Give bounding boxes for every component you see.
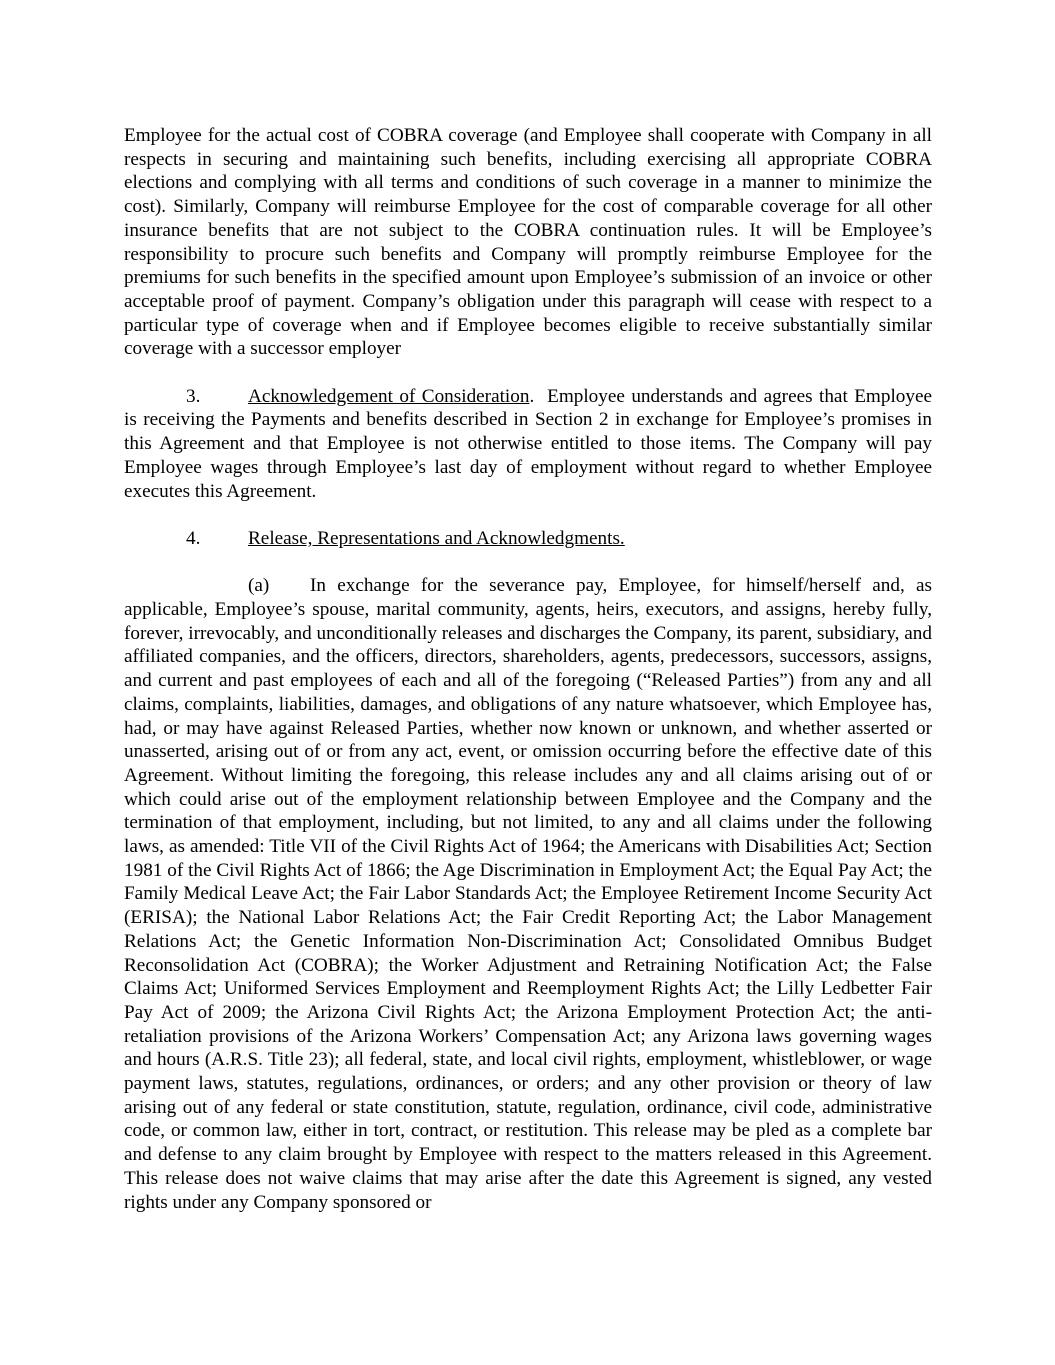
section-4a-paragraph — [124, 574, 932, 1214]
section-4-heading: Release, Representations and Acknowledgments. — [248, 527, 625, 549]
document-page — [124, 124, 937, 1214]
cobra-paragraph — [124, 124, 932, 361]
paragraph-spacer — [124, 361, 932, 385]
section-4-heading-line — [124, 527, 932, 551]
section-4-number: 4. — [186, 527, 201, 549]
section-3-body: Employee understands and agrees that Employee is receiving the Payments and benefits described in Section 2 in exchange for Employee’s promises in this Agreement and that Employee is not otherwise entitled to those items. The Company will pay Employee wages through Employee’s last day of employment without regard to whether Employee executes this Agreement. — [124, 385, 937, 502]
paragraph-spacer — [124, 551, 932, 575]
section-3-paragraph — [124, 385, 937, 504]
section-3-number: 3. — [186, 385, 201, 407]
cobra-paragraph-text: Employee for the actual cost of COBRA coverage (and Employee shall cooperate with Company in all respects in securing and maintaining such benefits, including exercising all appropriate COBRA elections and complying with all terms and conditions of such coverage in a manner to minimize the cost). Similarly, Company will reimburse Employee for the cost of comparable coverage for all other insurance benefits that are not subject to the COBRA continuation rules. It will be Employee’s responsibility to procure such benefits and Company will promptly reimburse Employee for the premiums for such benefits in the specified amount upon Employee’s submission of an invoice or other acceptable proof of payment. Company’s obligation under this paragraph will cease with respect to a particular type of coverage when and if Employee becomes eligible to receive substantially similar coverage with a successor employer — [124, 125, 932, 360]
section-4a-body: In exchange for the severance pay, Employee, for himself/herself and, as applicable, Employee’s spouse, marital community, agents, heirs, executors, and assigns, hereby fully, forever, irrevocably, and unconditionally releases and discharges the Company, its parent, subsidiary, and affiliated companies, and the officers, directors, shareholders, agents, predecessors, successors, assigns, and current and past employees of each and all of the foregoing (“Released Parties”) from any and all claims, complaints, liabilities, damages, and obligations of any nature whatsoever, which Employee has, had, or may have against Released Parties, whether now known or unknown, and whether asserted or unasserted, arising out of or from any act, event, or omission occurring before the effective date of this Agreement. Without limiting the foregoing, this release includes any and all claims arising out of or which could arise out of the employment relationship between Employee and the Company and the termination of that employment, including, but not limited, to any and all claims under the following laws, as amended: Title VII of the Civil Rights Act of 1964; the Americans with Disabilities Act; Section 1981 of the Civil Rights Act of 1866; the Age Discrimination in Employment Act; the Equal Pay Act; the Family Medical Leave Act; the Fair Labor Standards Act; the Employee Retirement Income Security Act (ERISA); the National Labor Relations Act; the Fair Credit Reporting Act; the Labor Management Relations Act; the Genetic Information Non-Discrimination Act; Consolidated Omnibus Budget Reconsolidation Act (COBRA); the Worker Adjustment and Retraining Notification Act; the False Claims Act; Uniformed Services Employment and Reemployment Rights Act; the Lilly Ledbetter Fair Pay Act of 2009; the Arizona Civil Rights Act; the Arizona Employment Protection Act; the anti-retaliation provisions of the Arizona Workers’ Compensation Act; any Arizona laws governing wages and hours (A.R.S. Title 23); all federal, state, and local civil rights, employment, whistleblower, or wage payment laws, statutes, regulations, ordinances, or orders; and any other provision or theory of law arising out of any federal or state constitution, statute, regulation, ordinance, civil code, administrative code, or common law, either in tort, contract, or restitution. This release may be pled as a complete bar and defense to any claim brought by Employee with respect to the matters released in this Agreement. This release does not waive claims that may arise after the date this Agreement is signed, any vested rights under any Company sponsored or — [124, 575, 932, 1213]
section-3-heading-punct: . — [529, 385, 535, 407]
section-4a-label: (a) — [248, 575, 270, 597]
section-3-heading: Acknowledgement of Consideration — [248, 385, 530, 407]
paragraph-spacer — [124, 503, 932, 527]
